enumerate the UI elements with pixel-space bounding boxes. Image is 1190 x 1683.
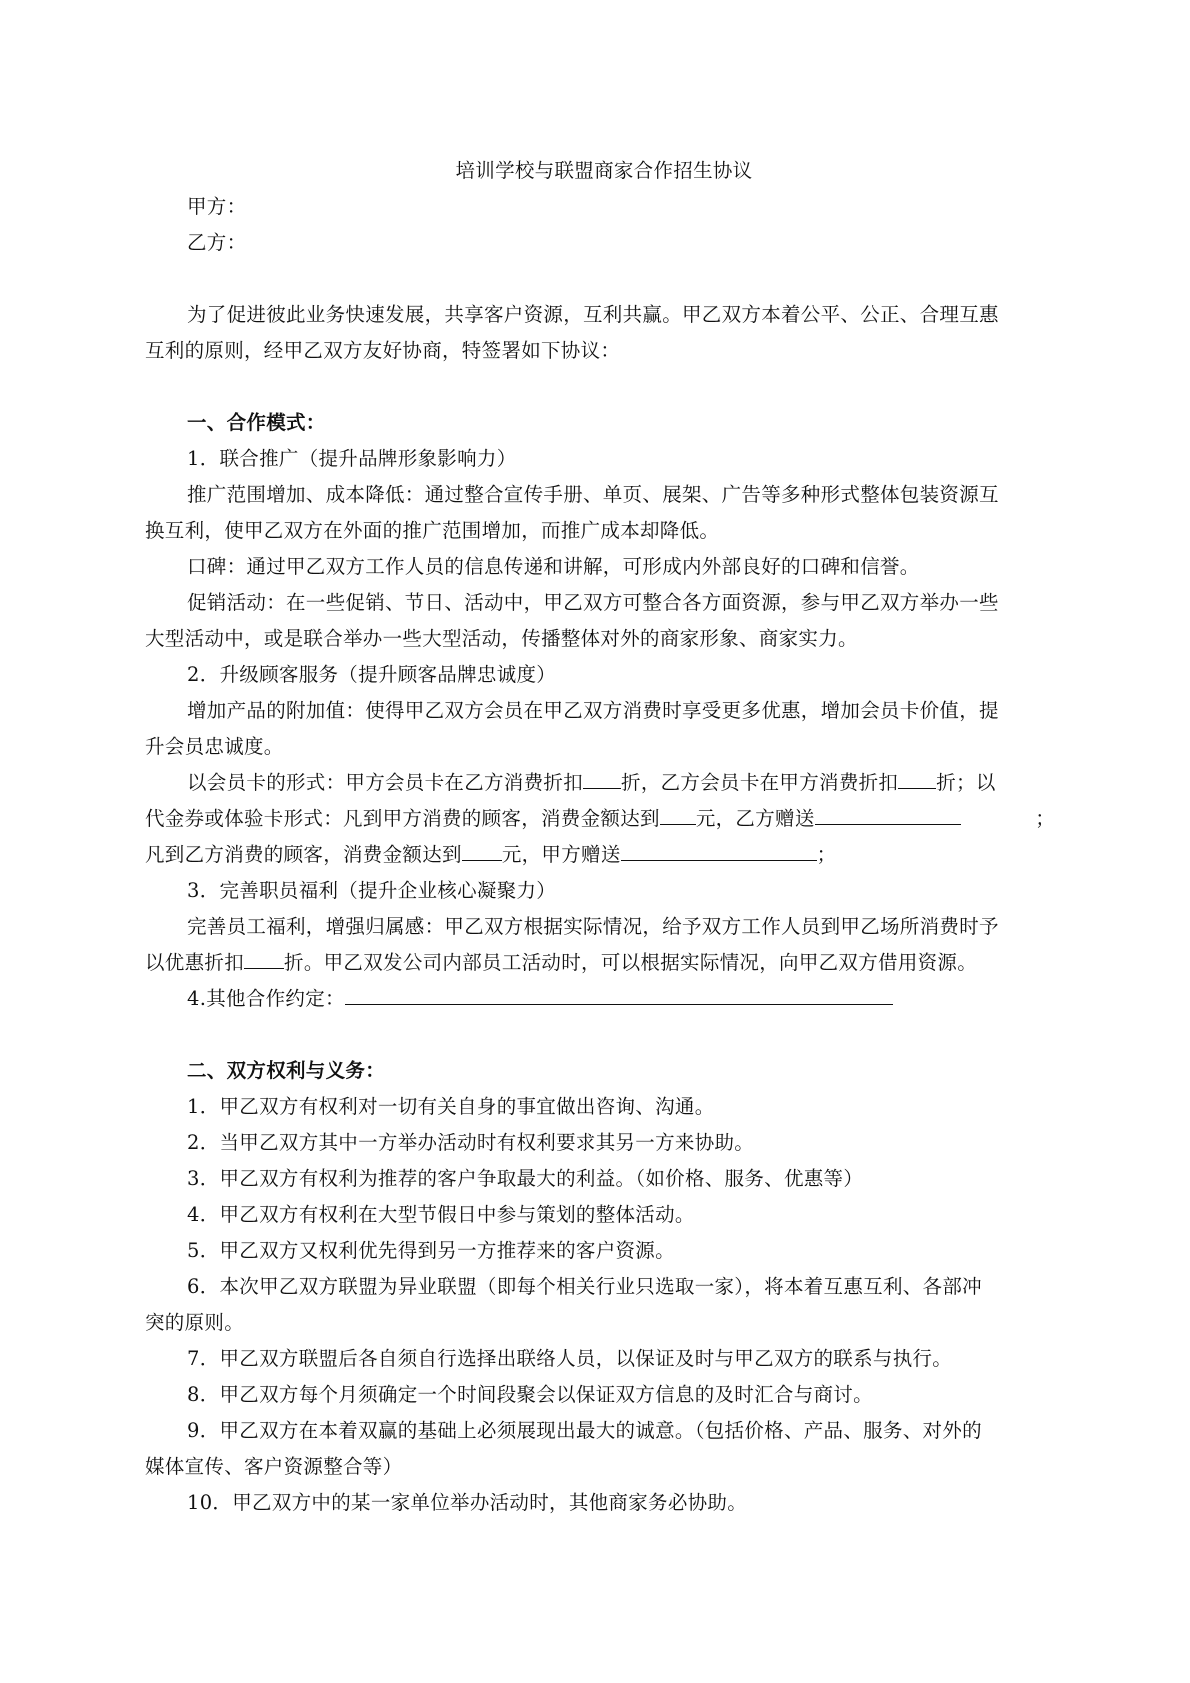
paragraph-line: 增加产品的附加值：使得甲乙双方会员在甲乙双方消费时享受更多优惠，增加会员卡价值，提 xyxy=(187,699,999,722)
paragraph-line: 完善员工福利，增强归属感：甲乙双方根据实际情况，给予双方工作人员到甲乙场所消费时予 xyxy=(187,915,999,938)
subsection-title: 2．升级顾客服务（提升顾客品牌忠诚度） xyxy=(187,663,557,686)
text-run: 元，甲方赠送 xyxy=(501,843,621,866)
text-run: 折，乙方会员卡在甲方消费折扣 xyxy=(621,771,899,794)
text-run: 凡到乙方消费的顾客，消费金额达到 xyxy=(145,843,462,866)
text-run: 折。甲乙双发公司内部员工活动时，可以根据实际情况，向甲乙双方借用资源。 xyxy=(284,951,978,974)
other-terms-blank[interactable] xyxy=(345,986,893,1005)
text-run xyxy=(145,801,961,837)
list-item: 8．甲乙双方每个月须确定一个时间段聚会以保证双方信息的及时汇合与商讨。 xyxy=(187,1383,873,1406)
amount-blank-a[interactable] xyxy=(660,806,696,825)
spacer xyxy=(145,261,1055,297)
voucher-line xyxy=(145,837,1055,873)
spacer xyxy=(145,369,1055,405)
paragraph-line xyxy=(145,945,1055,981)
list-item: 5．甲乙双方又权利优先得到另一方推荐来的客户资源。 xyxy=(187,1239,675,1262)
paragraph-line: 促销活动：在一些促销、节日、活动中，甲乙双方可整合各方面资源，参与甲乙双方举办一些 xyxy=(187,591,999,614)
discount-blank-a[interactable] xyxy=(583,770,621,789)
subsection-title: 1．联合推广（提升品牌形象影响力） xyxy=(187,447,517,470)
gift-blank-a[interactable] xyxy=(621,842,817,861)
text-run: 4.其他合作约定： xyxy=(187,987,345,1010)
list-item: 6．本次甲乙双方联盟为异业联盟（即每个相关行业只选取一家），将本着互惠互利、各部冲 xyxy=(187,1275,982,1298)
paragraph-line: 升会员忠诚度。 xyxy=(145,735,284,758)
intro-line: 为了促进彼此业务快速发展，共享客户资源，互利共赢。甲乙双方本着公平、公正、合理互惠 xyxy=(187,303,999,326)
party-b-label: 乙方： xyxy=(187,231,247,254)
party-a-label: 甲方： xyxy=(187,195,247,218)
list-item: 9．甲乙双方在本着双赢的基础上必须展现出最大的诚意。（包括价格、产品、服务、对外的 xyxy=(187,1419,982,1442)
document-title: 培训学校与联盟商家合作招生协议 xyxy=(455,159,753,182)
list-item: 4．甲乙双方有权利在大型节假日中参与策划的整体活动。 xyxy=(187,1203,695,1226)
voucher-line xyxy=(145,801,1055,837)
paragraph-line: 口碑：通过甲乙双方工作人员的信息传递和讲解，可形成内外部良好的口碑和信誉。 xyxy=(187,555,920,578)
text-run: 以会员卡的形式：甲方会员卡在乙方消费折扣 xyxy=(187,771,584,794)
spacer xyxy=(145,1017,1055,1053)
staff-discount-blank[interactable] xyxy=(244,950,284,969)
section-heading: 一、合作模式： xyxy=(187,411,326,434)
paragraph-line: 换互利，使甲乙双方在外面的推广范围增加，而推广成本却降低。 xyxy=(145,519,720,542)
other-terms-line xyxy=(145,981,1055,1017)
section-heading: 二、双方权利与义务： xyxy=(187,1059,386,1082)
list-item: 10．甲乙双方中的某一家单位举办活动时，其他商家务必协助。 xyxy=(187,1491,748,1514)
gift-blank-b[interactable] xyxy=(815,806,961,825)
membership-discount-line xyxy=(145,765,1055,801)
text-run: ； xyxy=(816,843,837,866)
list-item: 媒体宣传、客户资源整合等） xyxy=(145,1455,403,1478)
agreement-page xyxy=(145,153,1055,1521)
list-item: 1．甲乙双方有权利对一切有关自身的事宜做出咨询、沟通。 xyxy=(187,1095,715,1118)
text-run: 折；以 xyxy=(936,771,996,794)
list-item: 2．当甲乙双方其中一方举办活动时有权利要求其另一方来协助。 xyxy=(187,1131,755,1154)
text-run: ； xyxy=(1035,807,1055,830)
list-item: 3．甲乙双方有权利为推荐的客户争取最大的利益。（如价格、服务、优惠等） xyxy=(187,1167,864,1190)
paragraph-line: 推广范围增加、成本降低：通过整合宣传手册、单页、展架、广告等多种形式整体包装资源互 xyxy=(187,483,999,506)
text-run: 代金券或体验卡形式：凡到甲方消费的顾客，消费金额达到 xyxy=(145,807,660,830)
text-run: 以优惠折扣 xyxy=(145,951,245,974)
discount-blank-b[interactable] xyxy=(898,770,936,789)
list-item: 7．甲乙双方联盟后各自须自行选择出联络人员，以保证及时与甲乙双方的联系与执行。 xyxy=(187,1347,953,1370)
subsection-title: 3．完善职员福利（提升企业核心凝聚力） xyxy=(187,879,557,902)
intro-line: 互利的原则，经甲乙双方友好协商，特签署如下协议： xyxy=(145,339,621,362)
list-item: 突的原则。 xyxy=(145,1311,245,1334)
text-run: 元，乙方赠送 xyxy=(695,807,815,830)
paragraph-line: 大型活动中，或是联合举办一些大型活动，传播整体对外的商家形象、商家实力。 xyxy=(145,627,858,650)
amount-blank-b[interactable] xyxy=(462,842,502,861)
